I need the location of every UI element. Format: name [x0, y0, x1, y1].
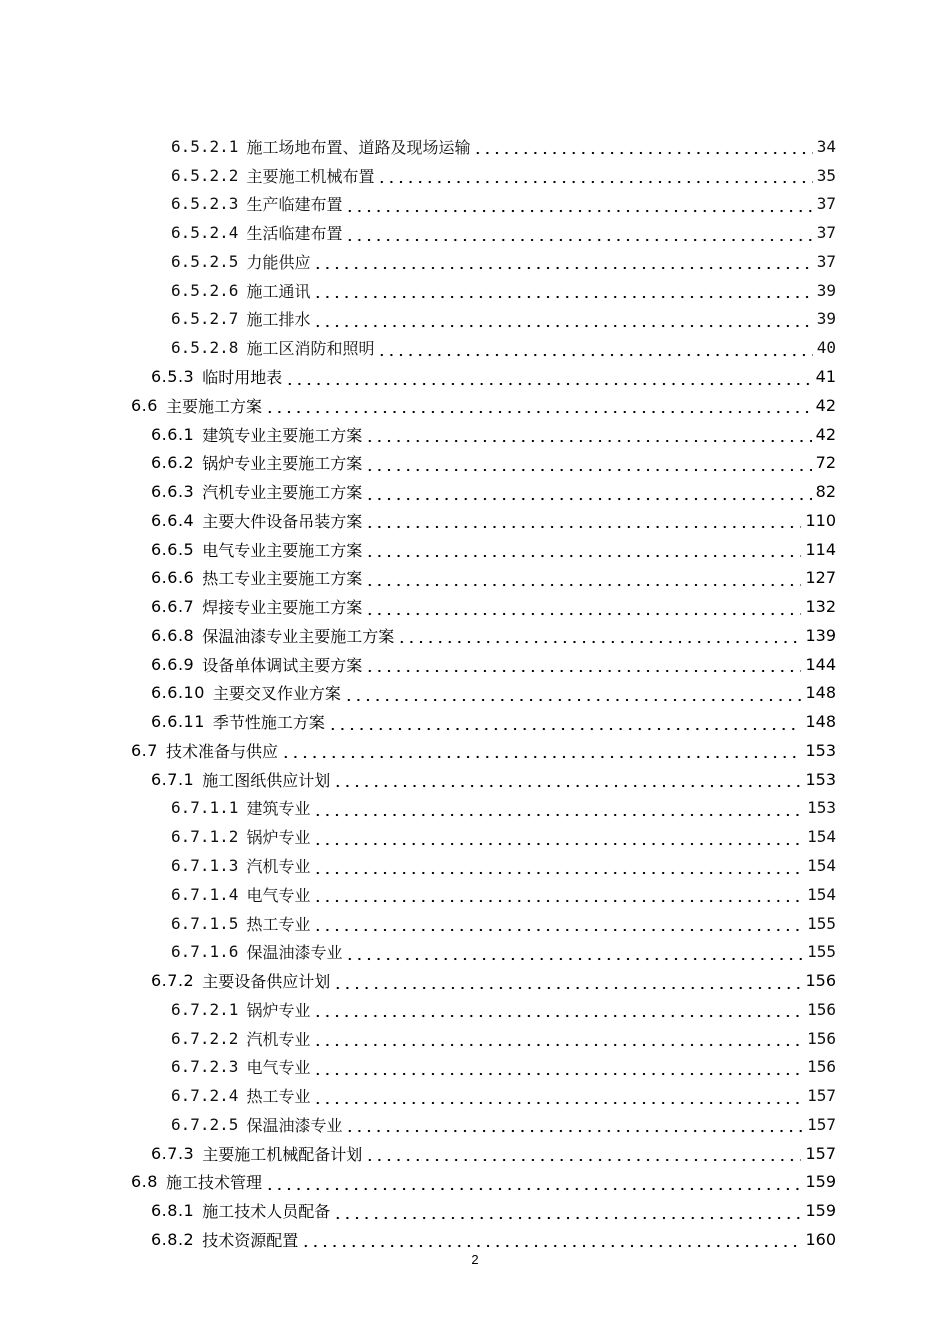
toc-entry[interactable] — [0, 1168, 950, 1197]
toc-leader-dots — [345, 1114, 803, 1134]
toc-entry-page: 148 — [805, 712, 836, 732]
toc-entry-title: 热工专业 — [246, 914, 311, 934]
toc-entry-number: 6.7.1.3 — [171, 856, 239, 876]
toc-entry[interactable] — [0, 1196, 950, 1225]
toc-entry-page: 42 — [815, 395, 836, 415]
toc-leader-dots — [313, 1057, 803, 1077]
toc-leader-dots — [313, 913, 803, 933]
toc-entry-page: 156 — [807, 999, 836, 1019]
toc-leader-dots — [333, 769, 801, 789]
toc-entry[interactable] — [0, 276, 950, 305]
toc-leader-dots — [365, 597, 801, 617]
toc-leader-dots — [313, 1028, 803, 1048]
toc-entry-page: 40 — [816, 338, 836, 358]
toc-entry-number: 6.8 — [131, 1172, 158, 1192]
toc-entry[interactable] — [0, 563, 950, 592]
toc-entry-number: 6.5.2.2 — [171, 165, 239, 185]
toc-leader-dots — [365, 424, 811, 444]
toc-entry-title: 锅炉专业主要施工方案 — [202, 454, 363, 474]
table-of-contents — [0, 132, 950, 1254]
toc-entry-page: 157 — [807, 1114, 836, 1134]
toc-entry-title: 电气专业 — [246, 885, 311, 905]
toc-leader-dots — [377, 165, 812, 185]
toc-entry[interactable] — [0, 305, 950, 334]
toc-leader-dots — [313, 827, 803, 847]
toc-entry-page: 159 — [805, 1172, 836, 1192]
toc-entry-title: 电气专业主要施工方案 — [202, 540, 363, 560]
toc-entry-number: 6.6.11 — [151, 712, 205, 732]
toc-entry[interactable] — [0, 1024, 950, 1053]
toc-entry-title: 主要施工机械布置 — [246, 166, 375, 186]
toc-leader-dots — [345, 194, 812, 214]
toc-entry[interactable] — [0, 794, 950, 823]
toc-entry-page: 39 — [816, 309, 836, 329]
toc-leader-dots — [333, 971, 801, 991]
toc-entry-page: 157 — [807, 1086, 836, 1106]
toc-entry-number: 6.7.1.4 — [171, 884, 239, 904]
toc-entry-page: 154 — [807, 827, 836, 847]
toc-entry-title: 保温油漆专业 — [246, 1115, 343, 1135]
toc-entry-page: 139 — [805, 625, 836, 645]
toc-entry-page: 155 — [807, 942, 836, 962]
toc-entry-number: 6.8.2 — [151, 1229, 195, 1249]
toc-entry-number: 6.7.1.6 — [171, 942, 239, 962]
toc-entry[interactable] — [0, 218, 950, 247]
toc-entry-number: 6.7.2.5 — [171, 1114, 239, 1134]
toc-entry-page: 37 — [816, 194, 836, 214]
toc-entry-title: 技术资源配置 — [202, 1230, 299, 1250]
toc-entry-title: 设备单体调试主要方案 — [202, 655, 363, 675]
toc-entry-number: 6.5.2.3 — [171, 194, 239, 214]
toc-entry-title: 汽机专业主要施工方案 — [202, 483, 363, 503]
toc-entry-number: 6.6 — [131, 395, 158, 415]
toc-entry-title: 焊接专业主要施工方案 — [202, 598, 363, 618]
toc-entry[interactable] — [0, 362, 950, 391]
toc-entry-number: 6.7.1.1 — [171, 798, 239, 818]
toc-entry-title: 施工区消防和照明 — [246, 339, 375, 359]
toc-entry[interactable] — [0, 1225, 950, 1254]
toc-entry-number: 6.5.3 — [151, 367, 195, 386]
toc-entry-page: 82 — [815, 482, 836, 502]
toc-entry-title: 电气专业 — [246, 1058, 311, 1078]
toc-entry-title: 主要大件设备吊装方案 — [202, 511, 363, 531]
toc-entry[interactable] — [0, 621, 950, 650]
toc-entry[interactable] — [0, 736, 950, 765]
toc-entry-title: 汽机专业 — [246, 1029, 311, 1049]
toc-leader-dots — [333, 1201, 801, 1221]
toc-entry-title: 施工通讯 — [246, 281, 311, 301]
toc-entry[interactable] — [0, 679, 950, 708]
toc-entry[interactable] — [0, 420, 950, 449]
toc-entry-number: 6.7.2.4 — [171, 1086, 239, 1106]
toc-leader-dots — [365, 539, 801, 559]
toc-entry-title: 施工技术人员配备 — [202, 1202, 331, 1222]
toc-entry-title: 力能供应 — [246, 252, 311, 272]
toc-entry-page: 114 — [805, 539, 836, 559]
toc-entry-number: 6.5.2.5 — [171, 251, 239, 271]
toc-entry[interactable] — [0, 448, 950, 477]
toc-entry-page: 37 — [816, 223, 836, 243]
toc-leader-dots — [313, 280, 812, 300]
toc-entry[interactable] — [0, 161, 950, 190]
toc-entry[interactable] — [0, 190, 950, 219]
toc-leader-dots — [328, 712, 802, 732]
toc-entry-page: 157 — [805, 1143, 836, 1163]
toc-entry[interactable] — [0, 535, 950, 564]
toc-entry-title: 主要设备供应计划 — [202, 972, 331, 992]
toc-entry[interactable] — [0, 880, 950, 909]
toc-leader-dots — [313, 1086, 803, 1106]
toc-entry-title: 生活临建布置 — [246, 224, 343, 244]
toc-entry-title: 建筑专业 — [246, 799, 311, 819]
toc-entry-number: 6.7.1 — [151, 769, 195, 789]
toc-entry[interactable] — [0, 822, 950, 851]
toc-entry-title: 建筑专业主要施工方案 — [202, 425, 363, 445]
toc-entry-title: 施工场地布置、道路及现场运输 — [246, 137, 471, 157]
toc-entry-page: 159 — [805, 1201, 836, 1221]
toc-entry[interactable] — [0, 391, 950, 420]
toc-entry[interactable] — [0, 506, 950, 535]
toc-entry-number: 6.7.2.2 — [171, 1028, 239, 1048]
toc-entry-title: 季节性施工方案 — [212, 713, 325, 733]
toc-entry-number: 6.7.2 — [151, 971, 195, 991]
toc-entry-page: 42 — [815, 424, 836, 444]
toc-entry-number: 6.6.2 — [151, 453, 195, 473]
toc-leader-dots — [313, 798, 803, 818]
toc-entry-page: 34 — [816, 136, 836, 156]
toc-entry[interactable] — [0, 1053, 950, 1082]
toc-entry-number: 6.6.1 — [151, 424, 195, 444]
toc-leader-dots — [265, 395, 812, 415]
toc-leader-dots — [344, 683, 802, 703]
toc-entry-number: 6.7.2.1 — [171, 999, 239, 1019]
toc-entry-page: 148 — [805, 683, 836, 703]
toc-entry-title: 汽机专业 — [246, 857, 311, 877]
toc-entry-title: 主要施工机械配备计划 — [202, 1144, 363, 1164]
toc-entry[interactable] — [0, 592, 950, 621]
toc-entry[interactable] — [0, 765, 950, 794]
toc-entry-page: 39 — [816, 280, 836, 300]
toc-entry-number: 6.7 — [131, 740, 158, 760]
toc-entry-page: 153 — [805, 769, 836, 789]
toc-entry-title: 锅炉专业 — [246, 1000, 311, 1020]
toc-leader-dots — [345, 942, 803, 962]
toc-entry-number: 6.5.2.8 — [171, 338, 239, 358]
toc-entry-title: 生产临建布置 — [246, 195, 343, 215]
toc-entry-number: 6.6.6 — [151, 568, 195, 588]
toc-leader-dots — [345, 223, 812, 243]
toc-leader-dots — [313, 856, 803, 876]
toc-entry-number: 6.6.8 — [151, 625, 195, 645]
toc-entry-title: 主要交叉作业方案 — [212, 684, 341, 704]
toc-entry[interactable] — [0, 247, 950, 276]
toc-entry-page: 127 — [805, 568, 836, 588]
toc-entry[interactable] — [0, 333, 950, 362]
toc-entry-number: 6.5.2.7 — [171, 309, 239, 329]
toc-leader-dots — [265, 1172, 801, 1192]
toc-leader-dots — [365, 510, 801, 530]
toc-leader-dots — [313, 251, 812, 271]
toc-entry-number: 6.6.5 — [151, 539, 195, 559]
toc-entry-number: 6.6.10 — [151, 683, 205, 703]
toc-entry-page: 153 — [805, 740, 836, 760]
toc-leader-dots — [397, 625, 801, 645]
toc-leader-dots — [313, 884, 803, 904]
toc-entry-title: 热工专业 — [246, 1087, 311, 1107]
toc-entry-page: 154 — [807, 884, 836, 904]
toc-entry-title: 技术准备与供应 — [165, 741, 278, 761]
toc-entry-number: 6.7.1.5 — [171, 913, 239, 933]
toc-entry-number: 6.5.2.6 — [171, 280, 239, 300]
toc-leader-dots — [313, 999, 803, 1019]
toc-leader-dots — [365, 1143, 801, 1163]
toc-entry-page: 153 — [807, 798, 836, 818]
toc-entry[interactable] — [0, 966, 950, 995]
toc-entry-page: 144 — [805, 654, 836, 674]
toc-entry-number: 6.7.1.2 — [171, 827, 239, 847]
toc-entry-page: 156 — [807, 1028, 836, 1048]
toc-entry-number: 6.7.2.3 — [171, 1057, 239, 1077]
toc-entry[interactable] — [0, 707, 950, 736]
toc-entry-title: 临时用地表 — [202, 368, 283, 387]
toc-entry-page: 155 — [807, 913, 836, 933]
toc-leader-dots — [313, 309, 812, 329]
toc-entry[interactable] — [0, 1081, 950, 1110]
toc-entry-title: 锅炉专业 — [246, 828, 311, 848]
toc-entry[interactable] — [0, 851, 950, 880]
toc-entry-page: 154 — [807, 856, 836, 876]
toc-entry-title: 主要施工方案 — [165, 396, 262, 416]
toc-entry[interactable] — [0, 937, 950, 966]
toc-entry[interactable] — [0, 650, 950, 679]
toc-entry[interactable] — [0, 995, 950, 1024]
toc-entry-page: 72 — [815, 453, 836, 473]
toc-entry-page: 110 — [805, 510, 836, 530]
toc-entry-number: 6.6.3 — [151, 482, 195, 502]
toc-entry-page: 160 — [805, 1229, 836, 1249]
toc-entry-page: 156 — [805, 971, 836, 991]
toc-entry[interactable] — [0, 477, 950, 506]
toc-leader-dots — [377, 338, 812, 358]
toc-entry[interactable] — [0, 1139, 950, 1168]
toc-leader-dots — [281, 740, 801, 760]
toc-entry-number: 6.6.4 — [151, 510, 195, 530]
toc-entry-number: 6.5.2.4 — [171, 223, 239, 243]
toc-leader-dots — [473, 136, 812, 156]
toc-entry-number: 6.5.2.1 — [171, 136, 239, 156]
toc-entry-number: 6.6.7 — [151, 597, 195, 617]
toc-entry-page: 41 — [815, 367, 836, 386]
toc-entry[interactable] — [0, 132, 950, 161]
toc-leader-dots — [365, 453, 811, 473]
toc-leader-dots — [365, 568, 801, 588]
toc-entry-page: 156 — [807, 1057, 836, 1077]
toc-entry-page: 35 — [816, 165, 836, 185]
toc-entry-title: 保温油漆专业主要施工方案 — [202, 626, 395, 646]
page-number: 2 — [471, 1252, 479, 1267]
toc-entry-page: 37 — [816, 251, 836, 271]
toc-entry-title: 热工专业主要施工方案 — [202, 569, 363, 589]
toc-leader-dots — [301, 1229, 801, 1249]
toc-entry-number: 6.7.3 — [151, 1143, 195, 1163]
toc-entry-title: 保温油漆专业 — [246, 943, 343, 963]
toc-leader-dots — [285, 367, 811, 387]
toc-entry-title: 施工排水 — [246, 310, 311, 330]
toc-entry-page: 132 — [805, 597, 836, 617]
toc-entry[interactable] — [0, 909, 950, 938]
toc-leader-dots — [365, 654, 801, 674]
toc-entry-title: 施工技术管理 — [165, 1173, 262, 1193]
toc-entry[interactable] — [0, 1110, 950, 1139]
toc-entry-number: 6.8.1 — [151, 1201, 195, 1221]
toc-entry-number: 6.6.9 — [151, 654, 195, 674]
toc-entry-title: 施工图纸供应计划 — [202, 770, 331, 790]
toc-leader-dots — [365, 482, 811, 502]
